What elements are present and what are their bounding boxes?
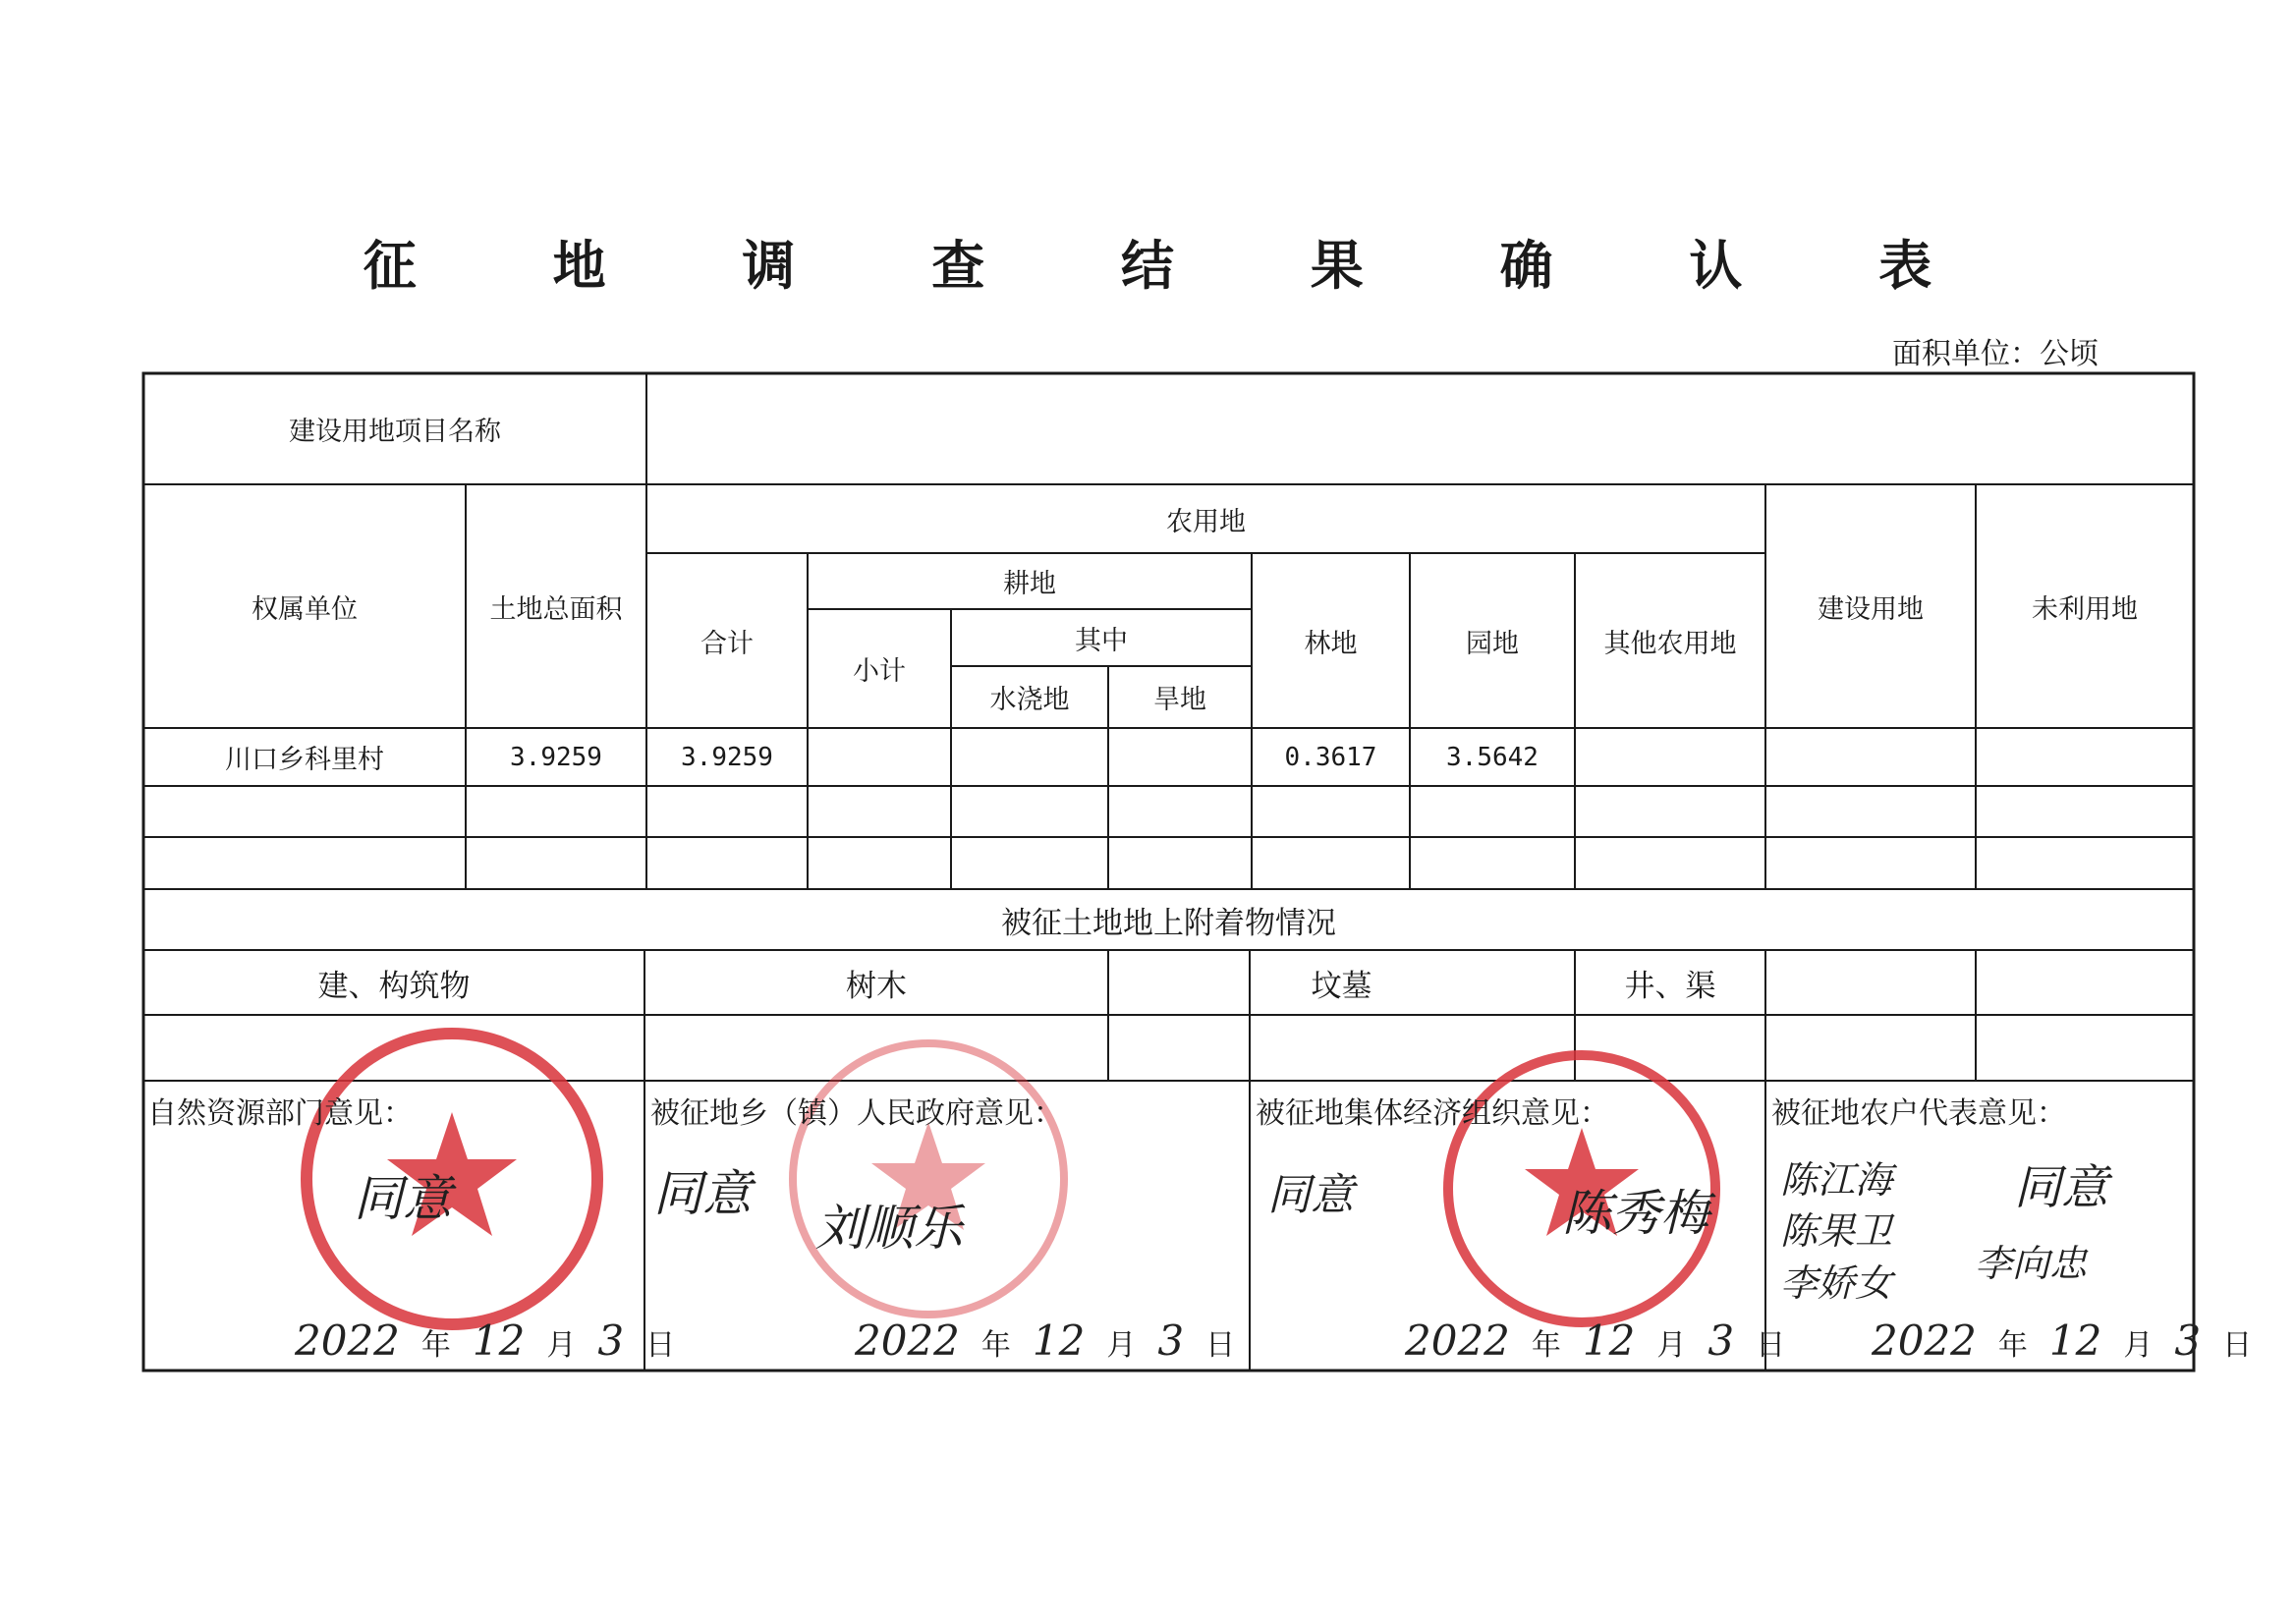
date-month: 12 [1582, 1316, 1636, 1365]
opinion-label-natural-resources: 自然资源部门意见： [147, 1096, 413, 1131]
attachments-trees: 树木 [846, 968, 907, 1004]
seal-township-government [761, 1032, 1095, 1326]
header-irrigated: 水浇地 [989, 685, 1070, 715]
month-unit: 月 [546, 1328, 577, 1363]
date-4 [1872, 1316, 2252, 1365]
header-orchard: 园地 [1466, 628, 1519, 659]
attachments-buildings: 建、构筑物 [317, 968, 471, 1004]
farmer-signature-3: 李娇女 [1780, 1261, 1893, 1305]
row-unused [1976, 728, 2194, 786]
row-construction [1765, 728, 1976, 786]
handwritten-approval-3: 同意 [1267, 1170, 1354, 1220]
date-year: 2022 [1872, 1316, 1977, 1365]
header-forest: 林地 [1304, 628, 1358, 659]
header-unused: 未利用地 [2032, 593, 2138, 625]
opinion-label-township: 被征地乡（镇）人民政府意见： [650, 1096, 1063, 1131]
header-other-agri: 其他农用地 [1603, 628, 1737, 659]
date-2 [855, 1316, 1235, 1365]
row-owner: 川口乡科里村 [225, 745, 384, 775]
day-unit: 日 [645, 1328, 676, 1363]
date-month: 12 [472, 1316, 526, 1365]
day-unit: 日 [1756, 1328, 1786, 1363]
month-unit: 月 [1656, 1328, 1687, 1363]
header-construction: 建设用地 [1818, 593, 1924, 625]
date-day: 3 [1157, 1316, 1185, 1365]
header-owner: 权属单位 [252, 593, 358, 625]
farmer-signature-4: 李向忠 [1975, 1242, 2088, 1285]
area-unit-label: 面积单位：公顷 [1892, 337, 2099, 371]
row-dry [1108, 728, 1252, 786]
opinion-label-collective: 被征地集体经济组织意见： [1256, 1096, 1609, 1131]
month-unit: 月 [1106, 1328, 1137, 1363]
signature-township: 刘顺乐 [815, 1200, 963, 1257]
header-of-which: 其中 [1075, 625, 1128, 656]
header-agricultural: 农用地 [1166, 506, 1246, 537]
row-total: 3.9259 [681, 742, 773, 772]
day-unit: 日 [1205, 1328, 1236, 1363]
signature-collective: 陈秀梅 [1562, 1185, 1709, 1242]
handwritten-approval-2: 同意 [653, 1165, 752, 1222]
date-day: 3 [1707, 1316, 1735, 1365]
month-unit: 月 [2123, 1328, 2154, 1363]
date-year: 2022 [295, 1316, 400, 1365]
row-total-area: 3.9259 [510, 742, 602, 772]
year-unit: 年 [980, 1328, 1011, 1363]
date-1 [295, 1316, 675, 1365]
handwritten-approval-4: 同意 [2014, 1160, 2109, 1215]
date-year: 2022 [1405, 1316, 1510, 1365]
row-other-agri [1575, 728, 1765, 786]
day-unit: 日 [2222, 1328, 2253, 1363]
date-day: 3 [597, 1316, 625, 1365]
header-total: 合计 [700, 628, 754, 659]
farmer-signature-1: 陈江海 [1780, 1158, 1893, 1202]
date-month: 12 [2048, 1316, 2102, 1365]
date-month: 12 [1032, 1316, 1086, 1365]
year-unit: 年 [1531, 1328, 1561, 1363]
row-subtotal [808, 728, 951, 786]
attachments-wells: 井、渠 [1624, 968, 1716, 1004]
date-day: 3 [2174, 1316, 2202, 1365]
seal-natural-resources [295, 1022, 609, 1336]
farmer-signature-2: 陈果卫 [1780, 1209, 1893, 1253]
date-3 [1405, 1316, 1785, 1365]
document-title: 征 地 调 查 结 果 确 认 表 [363, 235, 1991, 297]
row-forest: 0.3617 [1284, 742, 1377, 772]
attachments-graves: 坟墓 [1311, 968, 1372, 1004]
header-dry: 旱地 [1153, 685, 1206, 715]
handwritten-approval-1: 同意 [354, 1170, 452, 1227]
header-cultivated: 耕地 [1003, 569, 1056, 599]
opinion-label-farmers: 被征地农户代表意见： [1771, 1096, 2066, 1131]
project-name-label: 建设用地项目名称 [289, 417, 501, 447]
row-orchard: 3.5642 [1446, 742, 1539, 772]
attachments-title: 被征土地地上附着物情况 [1001, 905, 1336, 941]
year-unit: 年 [420, 1328, 451, 1363]
header-subtotal: 小计 [853, 656, 906, 687]
date-year: 2022 [855, 1316, 960, 1365]
header-total-area: 土地总面积 [489, 593, 623, 625]
year-unit: 年 [1997, 1328, 2028, 1363]
project-name-value [646, 373, 2194, 484]
row-irrigated [951, 728, 1108, 786]
